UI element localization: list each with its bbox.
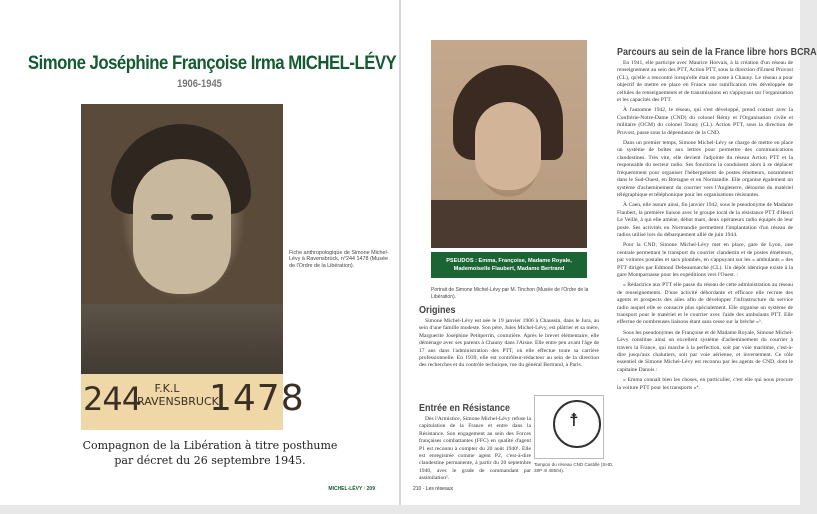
compagnon-statement: [60, 438, 360, 468]
stamp-caption: Tampon du réseau CND Castille (SHD, 28P 4/ 48504).: [534, 462, 614, 473]
paragraph: À l'automne 1942, le réseau, qui s'est développé, prend contact avec la Confrérie-Notre-Dame (CND) du colonel Rémy et l'Organisation civile et militaire (OCM) du colonel Touny (CL). Action PTT, sous la direction de Pruvost, passe sous la dépendance de la CND.: [617, 107, 793, 136]
photo-coat: [81, 304, 283, 384]
page-footer: 210 · Les réseaux: [413, 486, 454, 492]
section-parcours: [617, 60, 793, 395]
portrait-face: [475, 102, 541, 190]
paragraph: Sous les pseudonymes de Françoise et de Madame Royale, Simone Michel-Lévy constitue ainsi un excellent système d'acheminement du courrier à travers la France, qui marche à la perfection, soit par voie maritime, c'est-à-dire jusqu'aux chalutiers, soit par voie aérienne, et inversement. Ce rôle essentiel de Simone Michel-Lévy est reconnu par les agents de CND, dont le capitaine Danois :: [617, 329, 793, 373]
portrait-photo: [431, 40, 587, 248]
anthropometric-photo: [81, 104, 305, 430]
compagnon-line: Compagnon de la Libération à titre posthume: [82, 439, 338, 452]
plate-camp-top: F.K.L: [154, 382, 180, 395]
paragraph: Pour la CND, Simone Michel-Lévy met en place, gare de Lyon, une centrale permettant le transport du courrier clandestin et de postes émetteurs, par voitures postales et sacs plombés, en s'appuyant sur les « ambulants » des PTT dirigés par Edmond Debeaumarché (CL). Un dépôt identique existe à la gare Montparnasse pour les expéditions vers l'Ouest. :: [617, 242, 793, 278]
cnd-stamp-image: [534, 395, 604, 459]
plate-number-left: 244: [83, 380, 142, 418]
plate-number-right: 1478: [209, 378, 305, 419]
left-page: [0, 0, 399, 505]
paragraph: Simone Michel-Lévy est née le 19 janvier 1906 à Chaussin, dans le Jura, au sein d'une famille modeste. Son père, Jules Michel-Lévy, est plâtrier et sa mère, Marguerite Joséphine Petitperrin, couturière. Après le brevet élémentaire, elle déménage avec ses parents à Chauny dans l'Aisne. Elle entre peu avant l'âge de 17 ans dans l'administration des PTT, où elle effectue toute sa carrière professionnelle. En 1939, elle est contrôleur-rédacteur au sein de la direction des recherches et du contrôle technique, rue du général Bertrand, à Paris.: [419, 318, 599, 369]
page-title: Simone Joséphine Françoise Irma MICHEL-LÉVY: [27, 52, 397, 74]
paragraph: À Caen, elle assure ainsi, fin janvier 1942, sous le pseudonyme de Madame Flaubert, la première liaison avec le groupe local de la résistance PTT d'Henri Le Veillé, à qui elle amène, début mars, deux opérateurs radio équipés de leur poste. Ses activités en Normandie permettent l'implantation d'un réseau de radios utilisé lors du débarquement allié de juin 1944.: [617, 202, 793, 238]
section-heading-origines: Origines: [419, 305, 456, 316]
quote: « Emma connaît bien les choses, en particulier, c'est elle qui nous procure la voiture PTT pour les transports »⁴.: [617, 377, 793, 391]
compagnon-line: par décret du 26 septembre 1945.: [114, 454, 306, 467]
pseudonyms-line: PSEUDOS : Emma, Françoise, Madame Royale,: [446, 258, 572, 264]
section-heading-parcours: Parcours au sein de la France libre hors BCRA: [617, 47, 817, 58]
section-origines: [419, 318, 599, 373]
photo-face: [133, 159, 231, 294]
portrait-body: [431, 200, 587, 248]
photo-caption: Fiche anthropologique de Simone Michel-Lévy à Ravensbrück, n°244 1478 (Musée de l'Ordre de la Libération).: [289, 250, 389, 269]
portrait-caption: Portrait de Simone Michel-Lévy par M. Tinchon (Musée de l'Ordre de la Libération).: [431, 287, 589, 300]
paragraph: En 1941, elle participe avec Maurice Horvais, à la création d'un réseau de renseignement au sein des PTT, Action PTT, sous la direction d'Ernest Pruvost (CL), qu'elle a rencontré lorsqu'elle était en poste à Chauny. Le réseau a pour objectif de mettre en place en France une ramification très développée de cellules de renseignements et de transmissions en s'appuyant sur l'organisation et les capacités des PTT.: [617, 60, 793, 104]
right-page: [401, 0, 817, 505]
plate-camp: [137, 382, 219, 408]
cross-of-lorraine-icon: ☨: [569, 410, 579, 431]
pseudonyms-banner: [431, 252, 587, 278]
quote: « Rédactrice aux PTT elle passe du réseau de cette administration au réseau de renseignements. D'une activité débordante et efficace elle recrute des agents et prospects des ailes afin de développer l'infrastructure du service radio auquel elle se consacre plus spécialement. Elle organise un système de transport pour le matériel et le courrier avec l'aide des ambulants PTT. Elle effectue de nombreuses liaisons étant sans cesse sur la brèche »³.: [617, 282, 793, 326]
prisoner-plate: [81, 374, 305, 430]
section-resistance: [419, 416, 531, 486]
pseudonyms-line: Mademoiselle Flaubert, Madame Bertrand: [453, 266, 565, 272]
section-heading-resistance: Entrée en Résistance: [419, 403, 511, 414]
paragraph: Dès l'Armistice, Simone Michel-Lévy refuse la capitulation de la France et entre dans la Résistance. Son engagement au sein des Forces françaises combattantes (FFC) en qualité d'agent P1 est reconnu à compter du 20 août 1940¹. Elle est enregistrée comme agent P2, c'est-à-dire clandestine permanente, à partir du 20 septembre 1940, avec le grade de commandant par assimilation².: [419, 416, 531, 482]
plate-camp-bottom: RAVENSBRUCK: [137, 395, 219, 408]
paragraph: Dans un premier temps, Simone Michel-Lévy se charge de mettre en place un système de boîtes aux lettres pour permettre des communications clandestines. Très vite, elle devient l'adjointe du réseau Action PTT et la responsable du secteur radio. Ses fonctions la conduisent alors à se déplacer fréquemment pour organiser l'hébergement de postes émetteurs, notamment dans le Sud-Ouest, en Bretagne et en Normandie. Elle organise également un système d'acheminement du courrier vers l'Angleterre, détourne du matériel télégraphique et téléphonique pour les organisations résistantes.: [617, 140, 793, 198]
life-dates: 1906-1945: [177, 78, 222, 90]
photo-eye: [151, 214, 173, 220]
page-footer: MICHEL-LÉVY · 209: [328, 486, 375, 492]
photo-eye: [191, 214, 213, 220]
